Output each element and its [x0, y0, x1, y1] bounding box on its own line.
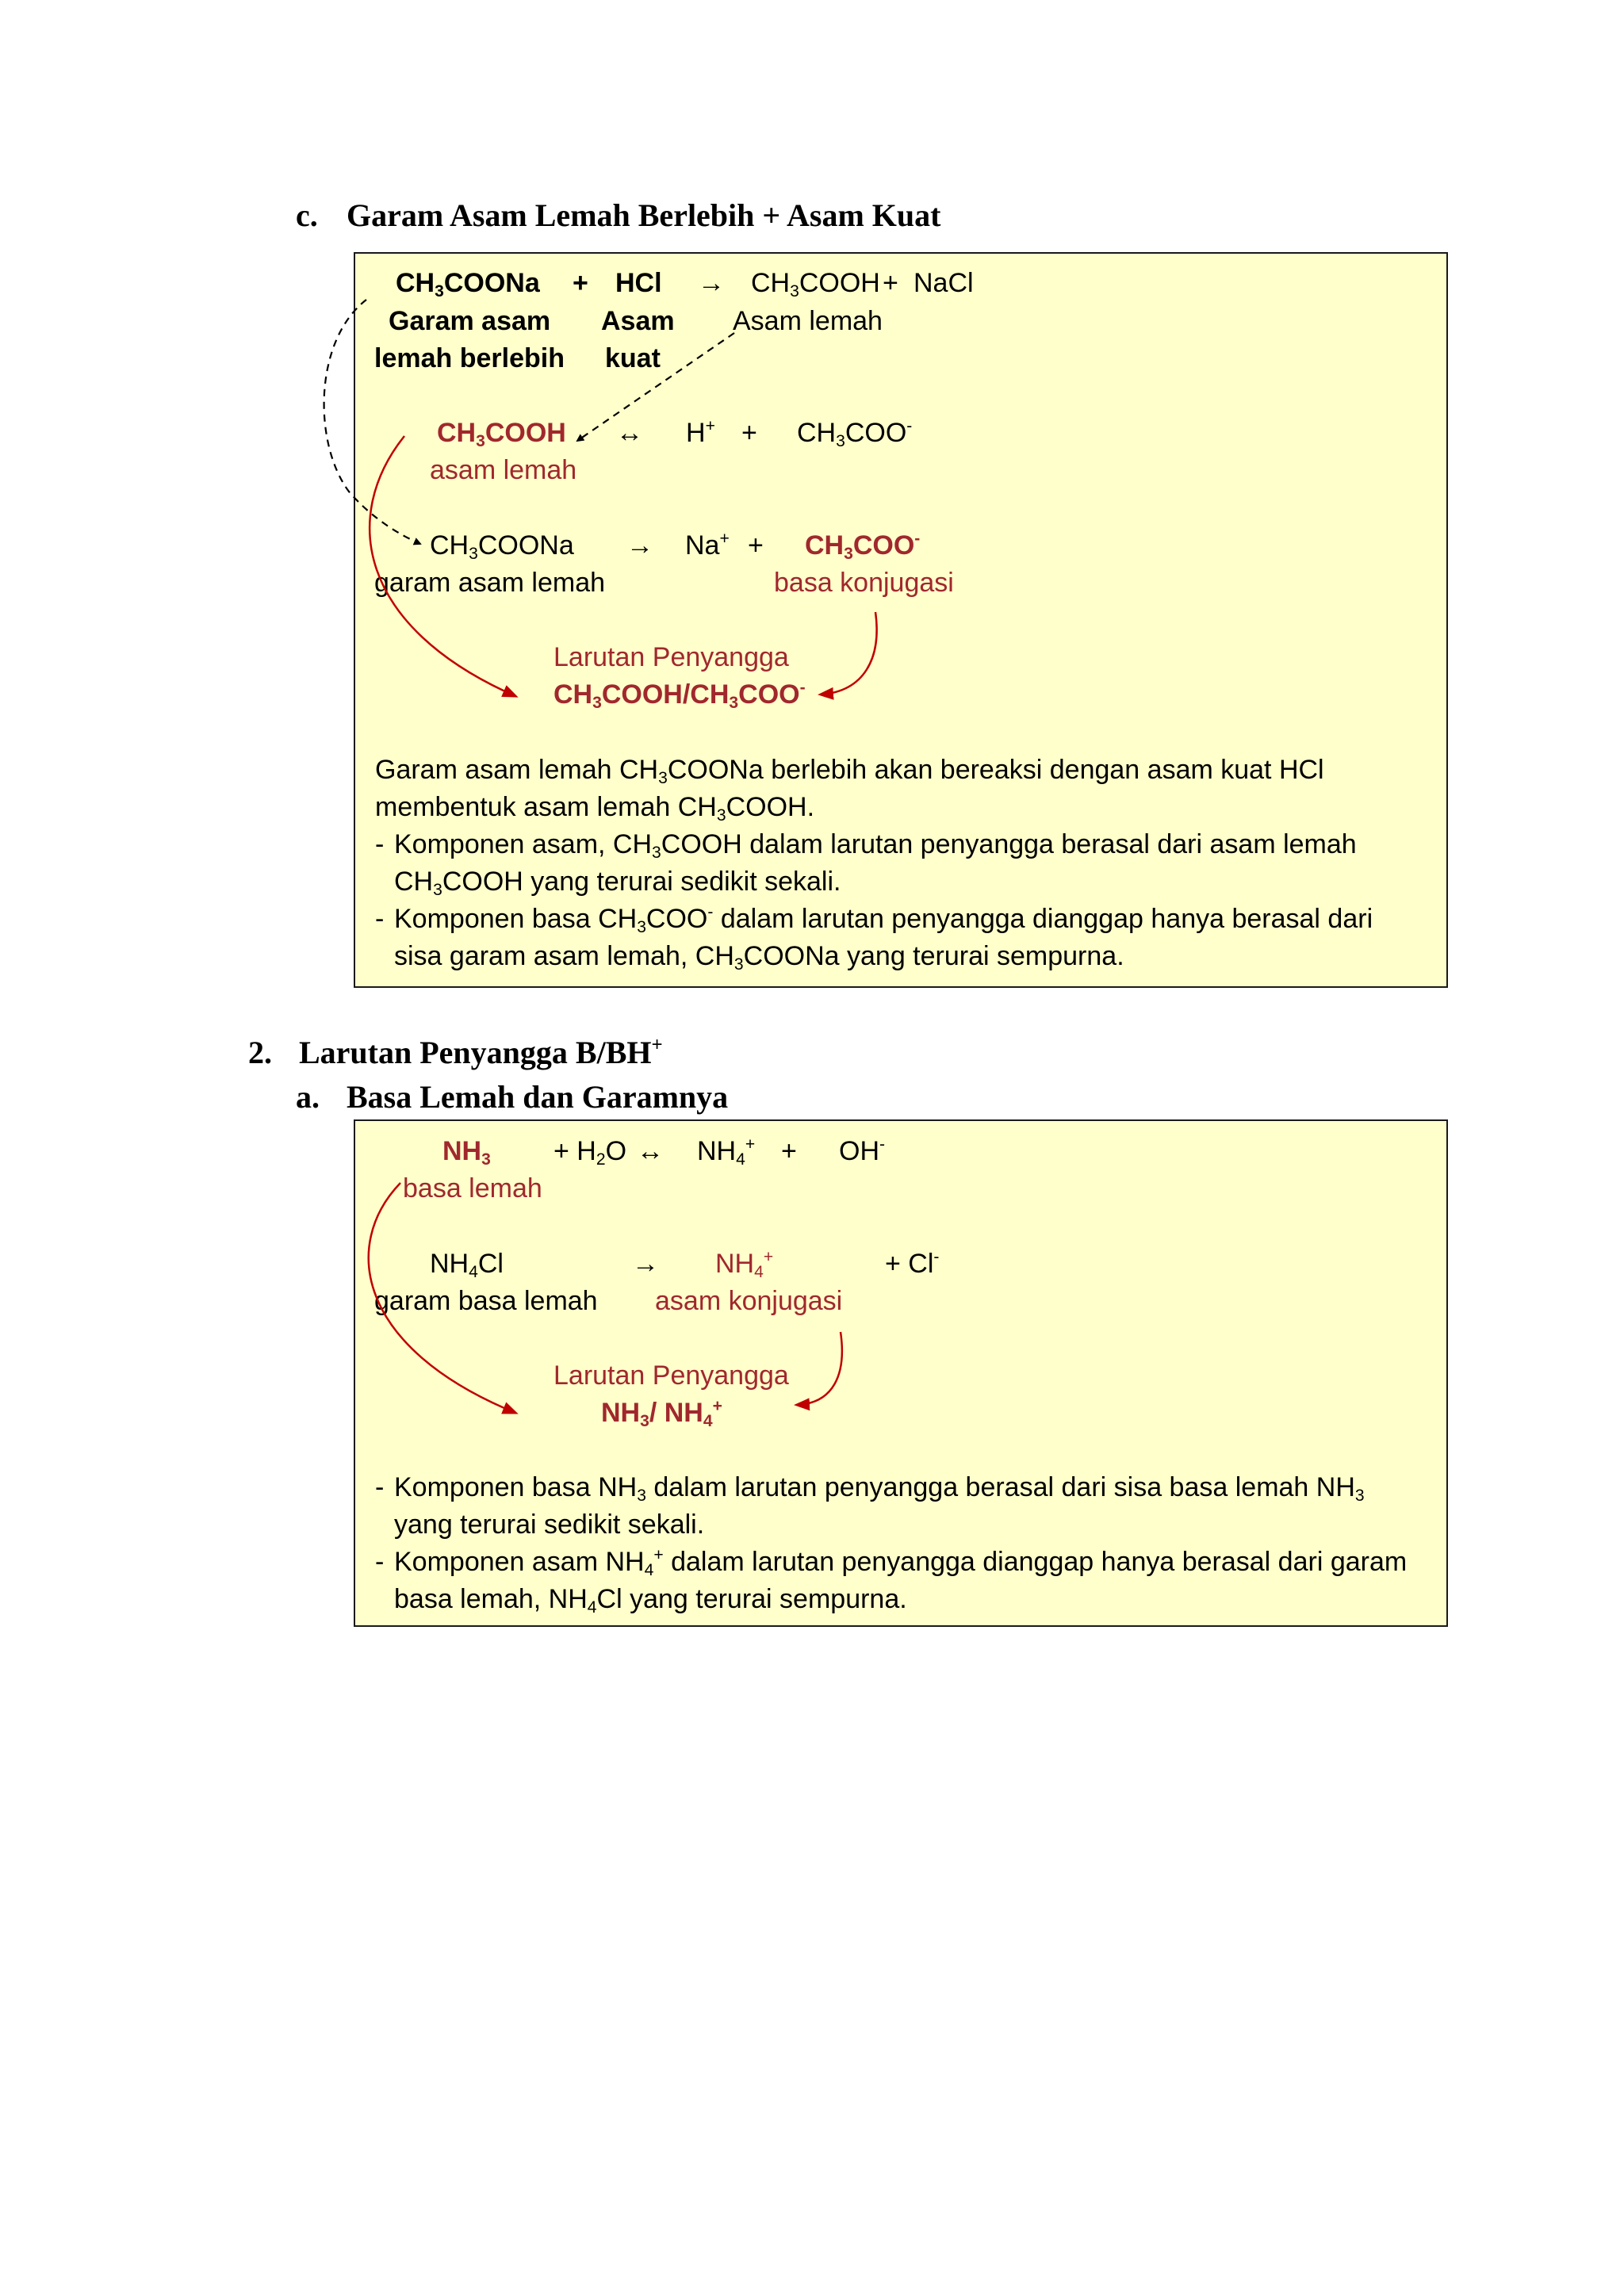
salt-ch3coona: $CH_3COONa$: [430, 530, 574, 563]
ion-na-plus: Na+: [685, 529, 730, 561]
bullet-dash: -: [375, 904, 385, 934]
conjugate-base-label: basa konjugasi: [774, 568, 954, 598]
plus-sign: +: [781, 1136, 797, 1166]
bullet-dash: -: [375, 1547, 385, 1577]
bullet-acid-component-line-1: Komponen asam $NH_4^+$ dalam larutan penyangga dianggap hanya berasal dari garam: [394, 1545, 1408, 1579]
weak-acid-ch3cooh: $CH_3COOH$: [437, 418, 566, 450]
section-2-title: Larutan Penyangga B/BH+: [299, 1034, 663, 1070]
label-asam: Asam: [601, 306, 675, 336]
plus-sign: +: [883, 268, 898, 298]
red-arrow-base-to-buffer: [821, 612, 877, 695]
salt-label: garam asam lemah: [374, 568, 606, 598]
red-arrow-acid-to-buffer: [370, 436, 515, 696]
salt-nh4cl: $NH_4Cl$: [430, 1249, 504, 1281]
section-c-title: Garam Asam Lemah Berlebih + Asam Kuat: [347, 197, 941, 233]
buffer-formula: $NH_3/$ $NH_4^+$: [601, 1396, 722, 1430]
bullet-acid-component-line-2: basa lemah, $NH_4Cl$ yang terurai sempurna.: [394, 1584, 907, 1617]
reaction-arrow: →: [698, 268, 725, 298]
weak-base-label: basa lemah: [403, 1173, 542, 1203]
red-arrow-acid-to-buffer: [797, 1332, 842, 1405]
bullet-acid-component-line-1: Komponen asam, $CH_3COOH$ dalam larutan penyangga berasal dari asam lemah: [394, 829, 1357, 862]
buffer-formula: $CH_3COOH/CH_3COO^-$: [553, 678, 806, 712]
bullet-dash: -: [375, 829, 385, 859]
bullet-base-component-line-2: sisa garam asam lemah, $CH_3COONa$ yang terurai sempurna.: [394, 941, 1124, 974]
conjugate-acid-nh4: $NH_4^+$: [715, 1247, 774, 1281]
dashed-arrow-product-to-weak-acid: [577, 333, 734, 441]
buffer-label: Larutan Penyangga: [553, 1360, 789, 1391]
conjugate-acid-label: asam konjugasi: [655, 1286, 843, 1316]
ion-cl-minus: + Cl-: [885, 1247, 940, 1279]
bullet-acid-component-line-2: $CH_3COOH$ yang terurai sedikit sekali.: [394, 867, 841, 899]
ion-ch3coo: $CH_3COO^-$: [797, 416, 913, 450]
reaction-arrow: →: [626, 530, 653, 561]
product-nacl: NaCl: [914, 268, 974, 298]
weak-acid-label: asam lemah: [430, 455, 577, 485]
weak-base-nh3: $NH_3$: [442, 1136, 491, 1169]
bullet-dash: -: [375, 1472, 385, 1502]
bullet-base-component-line-1: Komponen basa $NH_3$ dalam larutan penyangga berasal dari sisa basa lemah $NH_3$: [394, 1472, 1365, 1505]
label-lemah-berlebih: lemah berlebih: [374, 343, 565, 373]
explanation-line-2: membentuk asam lemah $CH_3COOH$.: [375, 792, 815, 825]
section-2a-title: Basa Lemah dan Garamnya: [347, 1079, 729, 1115]
product-ch3cooh: $CH_3COOH$: [751, 268, 880, 300]
buffer-label: Larutan Penyangga: [553, 642, 789, 672]
equilibrium-arrow: ↔: [637, 1136, 664, 1166]
explanation-line-1: Garam asam lemah $CH_3COONa$ berlebih akan bereaksi dengan asam kuat HCl: [375, 755, 1324, 787]
reaction-arrow: →: [632, 1249, 659, 1279]
conjugate-base-ch3coo: $CH_3COO^-$: [805, 529, 921, 563]
ion-h-plus: H+: [686, 416, 715, 448]
label-kuat: kuat: [605, 343, 661, 373]
reactant-hcl: HCl: [615, 268, 662, 298]
plus-water: + $H_2O$: [553, 1136, 627, 1169]
equilibrium-arrow: ↔: [616, 418, 643, 448]
plus-sign: +: [573, 268, 588, 298]
plus-sign: +: [741, 418, 757, 448]
ion-nh4-plus: $NH_4^+$: [697, 1135, 756, 1169]
ion-oh-minus: OH-: [839, 1135, 886, 1166]
red-arrow-base-to-buffer: [369, 1183, 515, 1413]
plus-sign: +: [748, 530, 764, 561]
section-2-number: 2.: [248, 1035, 272, 1070]
bullet-base-component-line-1: Komponen basa $CH_3COO^-$ dalam larutan penyangga dianggap hanya berasal dari: [394, 902, 1373, 936]
label-asam-lemah: Asam lemah: [733, 306, 883, 336]
section-c-letter: c.: [296, 197, 318, 233]
salt-label: garam basa lemah: [374, 1286, 598, 1316]
reactant-ch3coona: $CH_3COONa$: [396, 268, 540, 300]
bullet-base-component-line-2: yang terurai sedikit sekali.: [394, 1510, 705, 1540]
label-garam-asam: Garam asam: [389, 306, 551, 336]
section-2a-letter: a.: [296, 1079, 320, 1115]
